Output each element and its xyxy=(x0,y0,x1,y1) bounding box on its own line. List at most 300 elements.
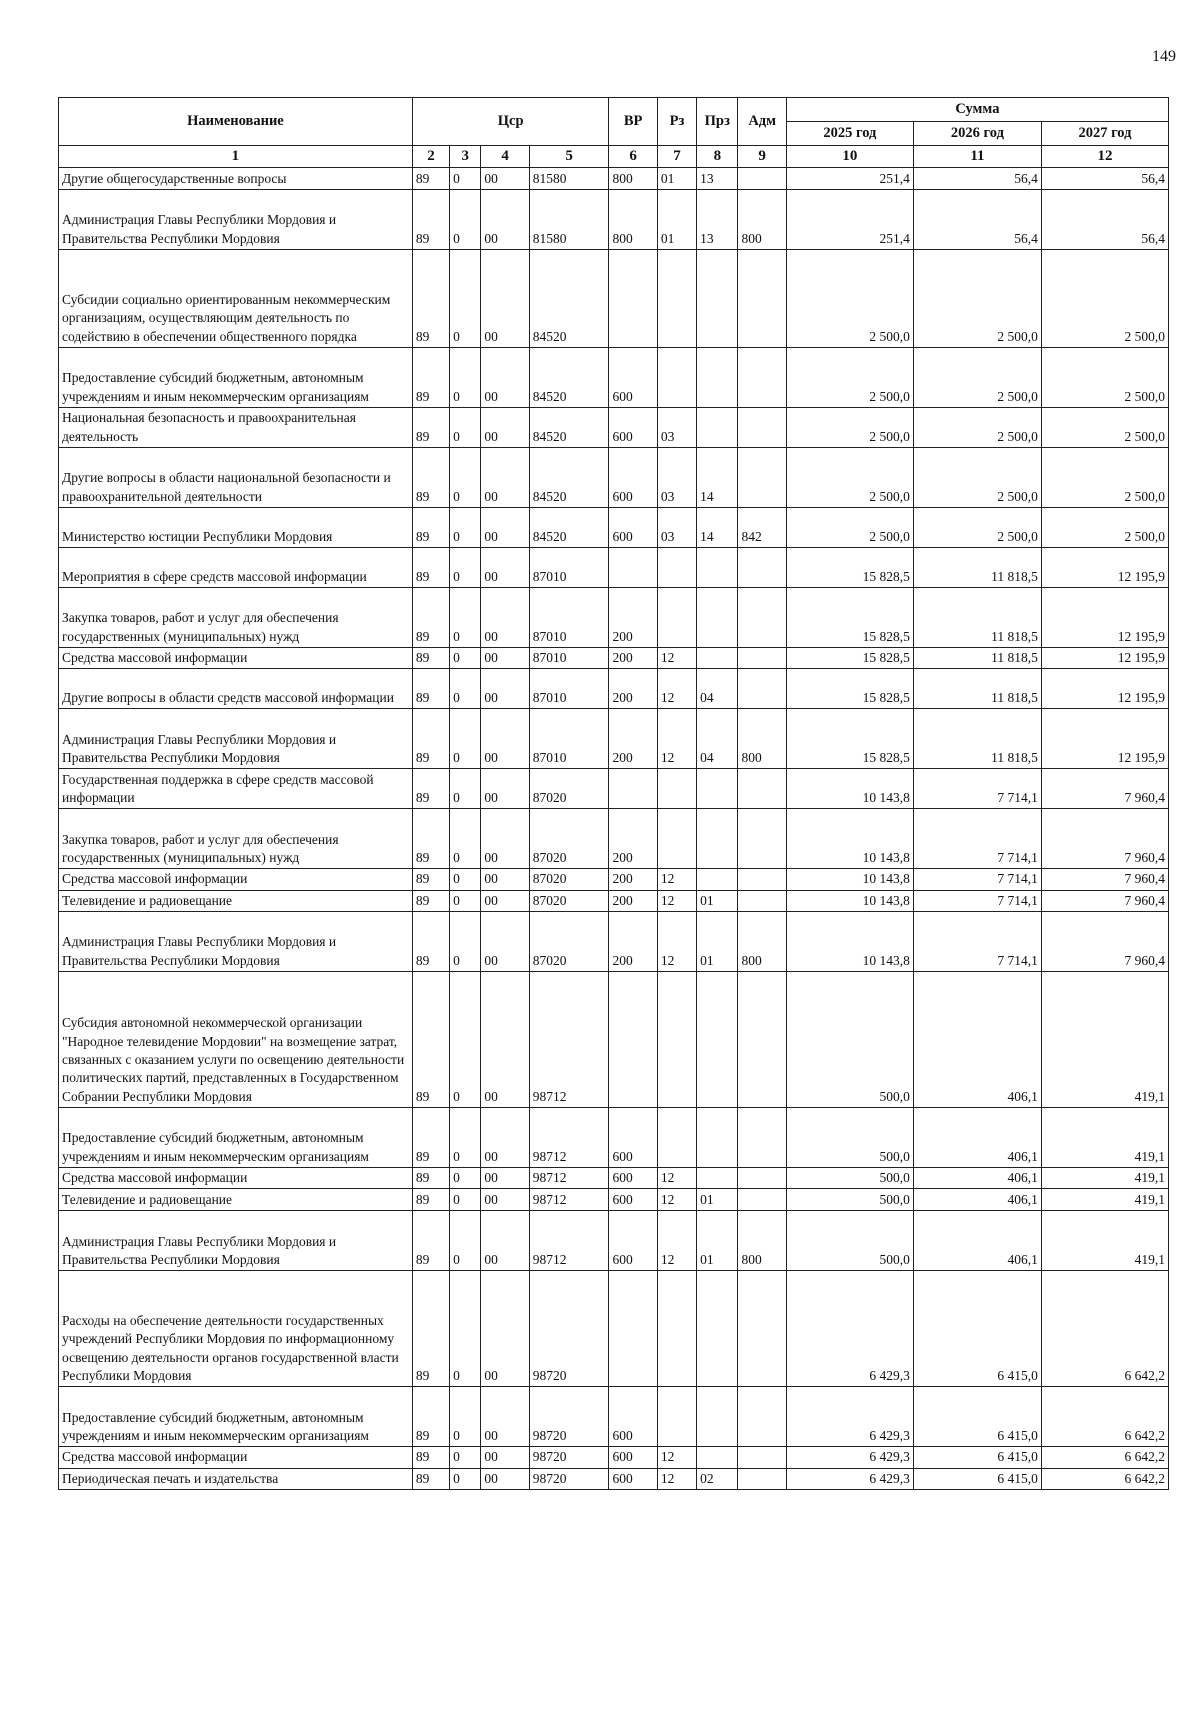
adm-code xyxy=(738,1447,786,1468)
table-row xyxy=(59,1468,1169,1489)
csr-part-3: 00 xyxy=(481,869,529,890)
adm-code xyxy=(738,1189,786,1211)
amount-2027: 6 642,2 xyxy=(1041,1271,1168,1387)
csr-part-2: 0 xyxy=(450,1211,481,1271)
row-name: Средства массовой информации xyxy=(59,648,413,669)
amount-2026: 7 714,1 xyxy=(913,890,1041,911)
csr-part-3: 00 xyxy=(481,890,529,911)
rz-code: 12 xyxy=(657,648,696,669)
amount-2026: 2 500,0 xyxy=(913,250,1041,348)
csr-part-1: 89 xyxy=(412,408,449,448)
row-name: Субсидия автономной некоммерческой организации "Народное телевидение Мордовии" на возмещение затрат, связанных с оказанием услуги по освещению деятельности политических партий, представленных в Государственном Собрании Республики Мордовия xyxy=(59,972,413,1108)
csr-part-1: 89 xyxy=(412,548,449,588)
csr-part-2: 0 xyxy=(450,448,481,508)
amount-2025: 2 500,0 xyxy=(786,408,913,448)
amount-2026: 7 714,1 xyxy=(913,869,1041,890)
csr-part-1: 89 xyxy=(412,190,449,250)
row-name: Национальная безопасность и правоохранительная деятельность xyxy=(59,408,413,448)
vr-code: 200 xyxy=(609,912,657,972)
csr-part-3: 00 xyxy=(481,912,529,972)
csr-part-2: 0 xyxy=(450,809,481,869)
amount-2027: 419,1 xyxy=(1041,1189,1168,1211)
amount-2027: 2 500,0 xyxy=(1041,348,1168,408)
csr-part-2: 0 xyxy=(450,869,481,890)
amount-2026: 6 415,0 xyxy=(913,1447,1041,1468)
amount-2025: 10 143,8 xyxy=(786,869,913,890)
csr-part-2: 0 xyxy=(450,648,481,669)
header-vr: ВР xyxy=(609,98,657,146)
header-name: Наименование xyxy=(59,98,413,146)
csr-part-2: 0 xyxy=(450,588,481,648)
prz-code: 02 xyxy=(697,1468,738,1489)
adm-code xyxy=(738,548,786,588)
csr-part-3: 00 xyxy=(481,1447,529,1468)
table-row xyxy=(59,508,1169,548)
rz-code: 12 xyxy=(657,709,696,769)
csr-part-1: 89 xyxy=(412,1468,449,1489)
rz-code: 12 xyxy=(657,912,696,972)
csr-part-2: 0 xyxy=(450,548,481,588)
adm-code xyxy=(738,1468,786,1489)
prz-code: 13 xyxy=(697,190,738,250)
amount-2025: 15 828,5 xyxy=(786,548,913,588)
rz-code xyxy=(657,809,696,869)
rz-code: 12 xyxy=(657,1211,696,1271)
vr-code: 600 xyxy=(609,508,657,548)
row-name: Телевидение и радиовещание xyxy=(59,890,413,911)
csr-part-1: 89 xyxy=(412,1189,449,1211)
amount-2026: 406,1 xyxy=(913,972,1041,1108)
csr-part-4: 87020 xyxy=(529,912,609,972)
table-row xyxy=(59,448,1169,508)
amount-2025: 10 143,8 xyxy=(786,912,913,972)
csr-part-4: 87010 xyxy=(529,669,609,709)
csr-part-2: 0 xyxy=(450,1108,481,1168)
csr-part-1: 89 xyxy=(412,890,449,911)
adm-code xyxy=(738,1168,786,1189)
amount-2025: 2 500,0 xyxy=(786,250,913,348)
adm-code xyxy=(738,648,786,669)
adm-code xyxy=(738,769,786,809)
table-row xyxy=(59,190,1169,250)
amount-2027: 2 500,0 xyxy=(1041,250,1168,348)
amount-2026: 11 818,5 xyxy=(913,669,1041,709)
amount-2025: 500,0 xyxy=(786,1168,913,1189)
table-body xyxy=(59,168,1169,1490)
csr-part-4: 87010 xyxy=(529,648,609,669)
csr-part-3: 00 xyxy=(481,1108,529,1168)
csr-part-4: 84520 xyxy=(529,348,609,408)
adm-code: 800 xyxy=(738,912,786,972)
column-number: 9 xyxy=(738,146,786,168)
adm-code xyxy=(738,250,786,348)
table-row xyxy=(59,769,1169,809)
amount-2026: 7 714,1 xyxy=(913,912,1041,972)
table-row xyxy=(59,669,1169,709)
prz-code xyxy=(697,648,738,669)
csr-part-3: 00 xyxy=(481,588,529,648)
rz-code: 03 xyxy=(657,408,696,448)
column-number: 10 xyxy=(786,146,913,168)
amount-2026: 11 818,5 xyxy=(913,709,1041,769)
csr-part-2: 0 xyxy=(450,972,481,1108)
row-name: Периодическая печать и издательства xyxy=(59,1468,413,1489)
csr-part-3: 00 xyxy=(481,769,529,809)
amount-2026: 11 818,5 xyxy=(913,548,1041,588)
amount-2027: 7 960,4 xyxy=(1041,809,1168,869)
amount-2026: 6 415,0 xyxy=(913,1271,1041,1387)
amount-2027: 419,1 xyxy=(1041,1108,1168,1168)
column-number: 11 xyxy=(913,146,1041,168)
csr-part-2: 0 xyxy=(450,408,481,448)
csr-part-4: 87010 xyxy=(529,709,609,769)
amount-2027: 12 195,9 xyxy=(1041,648,1168,669)
amount-2027: 7 960,4 xyxy=(1041,769,1168,809)
rz-code xyxy=(657,250,696,348)
csr-part-3: 00 xyxy=(481,709,529,769)
csr-part-4: 84520 xyxy=(529,448,609,508)
column-number: 6 xyxy=(609,146,657,168)
amount-2027: 7 960,4 xyxy=(1041,912,1168,972)
amount-2026: 2 500,0 xyxy=(913,448,1041,508)
table-row xyxy=(59,890,1169,911)
csr-part-3: 00 xyxy=(481,648,529,669)
column-number: 7 xyxy=(657,146,696,168)
row-name: Средства массовой информации xyxy=(59,1447,413,1468)
adm-code xyxy=(738,809,786,869)
csr-part-3: 00 xyxy=(481,669,529,709)
csr-part-2: 0 xyxy=(450,669,481,709)
rz-code: 12 xyxy=(657,1468,696,1489)
amount-2025: 500,0 xyxy=(786,972,913,1108)
prz-code xyxy=(697,548,738,588)
vr-code: 600 xyxy=(609,1447,657,1468)
csr-part-2: 0 xyxy=(450,912,481,972)
prz-code: 01 xyxy=(697,912,738,972)
budget-table xyxy=(58,97,1169,1490)
adm-code: 842 xyxy=(738,508,786,548)
table-row xyxy=(59,1447,1169,1468)
prz-code xyxy=(697,348,738,408)
csr-part-1: 89 xyxy=(412,1387,449,1447)
csr-part-2: 0 xyxy=(450,190,481,250)
amount-2025: 500,0 xyxy=(786,1189,913,1211)
csr-part-1: 89 xyxy=(412,648,449,669)
adm-code: 800 xyxy=(738,1211,786,1271)
csr-part-1: 89 xyxy=(412,348,449,408)
column-number: 12 xyxy=(1041,146,1168,168)
table-row xyxy=(59,809,1169,869)
vr-code: 200 xyxy=(609,588,657,648)
csr-part-4: 98720 xyxy=(529,1271,609,1387)
csr-part-3: 00 xyxy=(481,1271,529,1387)
vr-code: 600 xyxy=(609,1189,657,1211)
adm-code xyxy=(738,1387,786,1447)
csr-part-4: 84520 xyxy=(529,408,609,448)
amount-2026: 7 714,1 xyxy=(913,769,1041,809)
table-row xyxy=(59,1108,1169,1168)
amount-2027: 2 500,0 xyxy=(1041,408,1168,448)
adm-code xyxy=(738,1108,786,1168)
csr-part-2: 0 xyxy=(450,890,481,911)
table-row xyxy=(59,1271,1169,1387)
adm-code xyxy=(738,448,786,508)
prz-code: 01 xyxy=(697,890,738,911)
table-row xyxy=(59,972,1169,1108)
csr-part-4: 87020 xyxy=(529,890,609,911)
header-year-2027: 2027 год xyxy=(1041,122,1168,146)
amount-2027: 419,1 xyxy=(1041,1168,1168,1189)
vr-code: 200 xyxy=(609,709,657,769)
prz-code: 01 xyxy=(697,1189,738,1211)
prz-code xyxy=(697,1271,738,1387)
table-row xyxy=(59,168,1169,190)
rz-code xyxy=(657,972,696,1108)
adm-code xyxy=(738,890,786,911)
amount-2027: 12 195,9 xyxy=(1041,588,1168,648)
adm-code: 800 xyxy=(738,190,786,250)
csr-part-1: 89 xyxy=(412,1211,449,1271)
adm-code xyxy=(738,408,786,448)
csr-part-1: 89 xyxy=(412,168,449,190)
csr-part-4: 98712 xyxy=(529,1108,609,1168)
amount-2027: 12 195,9 xyxy=(1041,669,1168,709)
csr-part-3: 00 xyxy=(481,168,529,190)
csr-part-3: 00 xyxy=(481,1211,529,1271)
rz-code xyxy=(657,1271,696,1387)
amount-2025: 6 429,3 xyxy=(786,1468,913,1489)
vr-code: 200 xyxy=(609,809,657,869)
table-row xyxy=(59,1168,1169,1189)
csr-part-3: 00 xyxy=(481,348,529,408)
amount-2027: 56,4 xyxy=(1041,168,1168,190)
csr-part-1: 89 xyxy=(412,588,449,648)
rz-code xyxy=(657,588,696,648)
amount-2026: 6 415,0 xyxy=(913,1468,1041,1489)
amount-2027: 12 195,9 xyxy=(1041,548,1168,588)
page-number: 149 xyxy=(1152,48,1176,65)
row-name: Администрация Главы Республики Мордовия и Правительства Республики Мордовия xyxy=(59,190,413,250)
prz-code xyxy=(697,1447,738,1468)
column-number: 1 xyxy=(59,146,413,168)
amount-2026: 406,1 xyxy=(913,1211,1041,1271)
table-row xyxy=(59,588,1169,648)
amount-2025: 10 143,8 xyxy=(786,769,913,809)
prz-code xyxy=(697,1168,738,1189)
csr-part-1: 89 xyxy=(412,809,449,869)
header-csr: Цср xyxy=(412,98,609,146)
prz-code xyxy=(697,1387,738,1447)
adm-code: 800 xyxy=(738,709,786,769)
column-number: 5 xyxy=(529,146,609,168)
table-row xyxy=(59,548,1169,588)
row-name: Другие вопросы в области национальной безопасности и правоохранительной деятельности xyxy=(59,448,413,508)
vr-code xyxy=(609,972,657,1108)
amount-2026: 11 818,5 xyxy=(913,648,1041,669)
prz-code: 04 xyxy=(697,709,738,769)
vr-code xyxy=(609,548,657,588)
amount-2026: 2 500,0 xyxy=(913,408,1041,448)
vr-code: 600 xyxy=(609,1211,657,1271)
row-name: Субсидии социально ориентированным некоммерческим организациям, осуществляющим деятельность по содействию в обеспечении общественного порядка xyxy=(59,250,413,348)
csr-part-4: 98712 xyxy=(529,1168,609,1189)
prz-code xyxy=(697,809,738,869)
csr-part-4: 87020 xyxy=(529,769,609,809)
amount-2025: 251,4 xyxy=(786,168,913,190)
adm-code xyxy=(738,348,786,408)
csr-part-4: 84520 xyxy=(529,508,609,548)
adm-code xyxy=(738,1271,786,1387)
amount-2025: 500,0 xyxy=(786,1211,913,1271)
amount-2025: 500,0 xyxy=(786,1108,913,1168)
amount-2025: 15 828,5 xyxy=(786,669,913,709)
rz-code: 12 xyxy=(657,1168,696,1189)
row-name: Средства массовой информации xyxy=(59,869,413,890)
csr-part-2: 0 xyxy=(450,348,481,408)
vr-code: 800 xyxy=(609,168,657,190)
header-adm: Адм xyxy=(738,98,786,146)
prz-code xyxy=(697,588,738,648)
csr-part-1: 89 xyxy=(412,1271,449,1387)
column-number: 2 xyxy=(412,146,449,168)
vr-code xyxy=(609,769,657,809)
amount-2026: 2 500,0 xyxy=(913,348,1041,408)
table-row xyxy=(59,912,1169,972)
amount-2026: 406,1 xyxy=(913,1189,1041,1211)
csr-part-2: 0 xyxy=(450,1271,481,1387)
csr-part-3: 00 xyxy=(481,1189,529,1211)
row-name: Закупка товаров, работ и услуг для обеспечения государственных (муниципальных) нужд xyxy=(59,588,413,648)
csr-part-3: 00 xyxy=(481,1168,529,1189)
rz-code xyxy=(657,348,696,408)
csr-part-3: 00 xyxy=(481,1468,529,1489)
column-number: 3 xyxy=(450,146,481,168)
row-name: Телевидение и радиовещание xyxy=(59,1189,413,1211)
amount-2027: 12 195,9 xyxy=(1041,709,1168,769)
header-year-2025: 2025 год xyxy=(786,122,913,146)
row-name: Администрация Главы Республики Мордовия и Правительства Республики Мордовия xyxy=(59,709,413,769)
table-row xyxy=(59,1387,1169,1447)
amount-2027: 6 642,2 xyxy=(1041,1468,1168,1489)
adm-code xyxy=(738,869,786,890)
header-year-2026: 2026 год xyxy=(913,122,1041,146)
csr-part-1: 89 xyxy=(412,972,449,1108)
amount-2027: 6 642,2 xyxy=(1041,1447,1168,1468)
csr-part-2: 0 xyxy=(450,769,481,809)
row-name: Предоставление субсидий бюджетным, автономным учреждениям и иным некоммерческим организациям xyxy=(59,348,413,408)
csr-part-1: 89 xyxy=(412,912,449,972)
csr-part-2: 0 xyxy=(450,250,481,348)
csr-part-1: 89 xyxy=(412,869,449,890)
amount-2025: 15 828,5 xyxy=(786,648,913,669)
csr-part-4: 81580 xyxy=(529,168,609,190)
csr-part-4: 84520 xyxy=(529,250,609,348)
csr-part-2: 0 xyxy=(450,709,481,769)
vr-code xyxy=(609,1271,657,1387)
vr-code xyxy=(609,250,657,348)
rz-code: 12 xyxy=(657,869,696,890)
row-name: Расходы на обеспечение деятельности государственных учреждений Республики Мордовия по информационному освещению деятельности органов государственной власти Республики Мордовия xyxy=(59,1271,413,1387)
csr-part-3: 00 xyxy=(481,548,529,588)
amount-2025: 2 500,0 xyxy=(786,448,913,508)
csr-part-4: 81580 xyxy=(529,190,609,250)
csr-part-2: 0 xyxy=(450,1468,481,1489)
row-name: Администрация Главы Республики Мордовия и Правительства Республики Мордовия xyxy=(59,1211,413,1271)
amount-2027: 419,1 xyxy=(1041,1211,1168,1271)
row-name: Администрация Главы Республики Мордовия и Правительства Республики Мордовия xyxy=(59,912,413,972)
csr-part-4: 98712 xyxy=(529,1211,609,1271)
amount-2027: 2 500,0 xyxy=(1041,508,1168,548)
csr-part-2: 0 xyxy=(450,1447,481,1468)
csr-part-4: 98720 xyxy=(529,1447,609,1468)
csr-part-4: 98720 xyxy=(529,1468,609,1489)
prz-code: 13 xyxy=(697,168,738,190)
csr-part-4: 87020 xyxy=(529,809,609,869)
rz-code: 12 xyxy=(657,1447,696,1468)
csr-part-1: 89 xyxy=(412,769,449,809)
vr-code: 200 xyxy=(609,890,657,911)
csr-part-4: 87010 xyxy=(529,548,609,588)
vr-code: 600 xyxy=(609,348,657,408)
csr-part-2: 0 xyxy=(450,168,481,190)
csr-part-1: 89 xyxy=(412,1108,449,1168)
amount-2025: 251,4 xyxy=(786,190,913,250)
table-row xyxy=(59,408,1169,448)
adm-code xyxy=(738,972,786,1108)
csr-part-1: 89 xyxy=(412,669,449,709)
amount-2025: 6 429,3 xyxy=(786,1387,913,1447)
rz-code xyxy=(657,1108,696,1168)
vr-code: 800 xyxy=(609,190,657,250)
rz-code: 01 xyxy=(657,168,696,190)
csr-part-4: 87010 xyxy=(529,588,609,648)
csr-part-3: 00 xyxy=(481,408,529,448)
amount-2025: 2 500,0 xyxy=(786,508,913,548)
amount-2027: 7 960,4 xyxy=(1041,869,1168,890)
row-name: Другие общегосударственные вопросы xyxy=(59,168,413,190)
csr-part-4: 98712 xyxy=(529,1189,609,1211)
csr-part-3: 00 xyxy=(481,972,529,1108)
table-row xyxy=(59,869,1169,890)
csr-part-3: 00 xyxy=(481,448,529,508)
amount-2025: 6 429,3 xyxy=(786,1447,913,1468)
table-row xyxy=(59,648,1169,669)
amount-2025: 2 500,0 xyxy=(786,348,913,408)
vr-code: 600 xyxy=(609,448,657,508)
amount-2027: 419,1 xyxy=(1041,972,1168,1108)
prz-code xyxy=(697,250,738,348)
prz-code: 01 xyxy=(697,1211,738,1271)
csr-part-4: 98720 xyxy=(529,1387,609,1447)
amount-2027: 56,4 xyxy=(1041,190,1168,250)
amount-2026: 56,4 xyxy=(913,168,1041,190)
vr-code: 600 xyxy=(609,1468,657,1489)
prz-code: 14 xyxy=(697,448,738,508)
row-name: Мероприятия в сфере средств массовой информации xyxy=(59,548,413,588)
amount-2026: 2 500,0 xyxy=(913,508,1041,548)
csr-part-2: 0 xyxy=(450,508,481,548)
rz-code: 03 xyxy=(657,448,696,508)
prz-code xyxy=(697,1108,738,1168)
amount-2025: 6 429,3 xyxy=(786,1271,913,1387)
vr-code: 600 xyxy=(609,1168,657,1189)
table-row xyxy=(59,348,1169,408)
rz-code: 03 xyxy=(657,508,696,548)
csr-part-1: 89 xyxy=(412,1168,449,1189)
csr-part-3: 00 xyxy=(481,190,529,250)
rz-code xyxy=(657,1387,696,1447)
row-name: Средства массовой информации xyxy=(59,1168,413,1189)
